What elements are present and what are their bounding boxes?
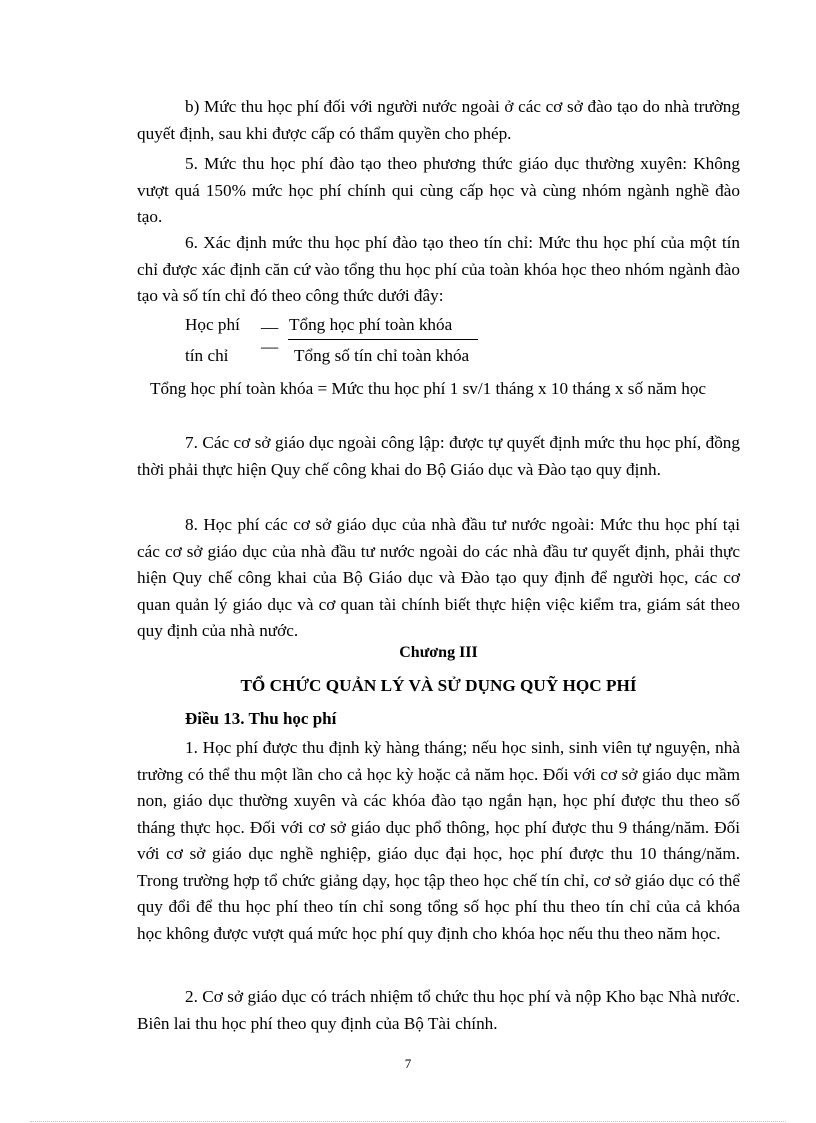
paragraph-8: 8. Học phí các cơ sở giáo dục của nhà đầu tư nước ngoài: Mức thu học phí tại các cơ sở giáo dục của nhà đầu tư nước ngoài do các nhà đầu tư quyết định, phải thực hiện Quy chế công khai của Bộ Giáo dục và Đào tạo quy định để người học, các cơ quan quản lý giáo dục và cơ quan tài chính biết thực hiện việc kiểm tra, giám sát theo quy định của nhà nước. [137,515,740,640]
formula-numerator: Tổng học phí toàn khóa [289,315,453,334]
formula-lhs-top: Học phí [185,315,240,334]
paragraph-b: b) Mức thu học phí đối với người nước ngoài ở các cơ sở đào tạo do nhà trường quyết định, sau khi được cấp có thẩm quyền cho phép. [137,97,740,143]
page-bottom-divider [30,1121,786,1122]
paragraph-5: 5. Mức thu học phí đào tạo theo phương thức giáo dục thường xuyên: Không vượt quá 150% mức học phí chính qui cùng cấp học và cùng nhóm ngành nghề đào tạo. [137,154,740,226]
formula-equals-top: __ [261,312,279,331]
formula-equals-bottom: — [261,337,279,356]
formula-lhs-bottom: tín chỉ [185,346,229,365]
fraction-bar [288,339,478,340]
chapter-number: Chương III [399,644,478,661]
article-13-heading: Điều 13. Thu học phí [185,709,337,728]
chapter-title: TỔ CHỨC QUẢN LÝ VÀ SỬ DỤNG QUỸ HỌC PHÍ [240,676,637,695]
page-number: 7 [404,1056,412,1071]
paragraph-7: 7. Các cơ sở giáo dục ngoài công lập: được tự quyết định mức thu học phí, đồng thời phải thực hiện Quy chế công khai do Bộ Giáo dục và Đào tạo quy định. [137,433,740,479]
article-13-paragraph-1: 1. Học phí được thu định kỳ hàng tháng; nếu học sinh, sinh viên tự nguyện, nhà trường có thể thu một lần cho cả học kỳ hoặc cả năm học. Đối với cơ sở giáo dục mầm non, giáo dục thường xuyên và các khóa đào tạo ngắn hạn, học phí được thu theo số tháng thực học. Đối với cơ sở giáo dục phổ thông, học phí được thu 9 tháng/năm. Đối với cơ sở giáo dục nghề nghiệp, giáo dục đại học, học phí được thu 10 tháng/năm. Trong trường hợp tổ chức giảng dạy, học tập theo học chế tín chỉ, cơ sở giáo dục có thể quy đổi để thu học phí theo tín chỉ song tổng số học phí thu theo tín chỉ của cả khóa học không được vượt quá mức học phí quy định cho khóa học nếu thu theo năm học. [137,738,740,943]
formula-denominator: Tổng số tín chỉ toàn khóa [294,346,470,365]
article-13-paragraph-2: 2. Cơ sở giáo dục có trách nhiệm tổ chức thu học phí và nộp Kho bạc Nhà nước. Biên lai thu học phí theo quy định của Bộ Tài chính. [137,987,740,1033]
total-tuition-line: Tổng học phí toàn khóa = Mức thu học phí 1 sv/1 tháng x 10 tháng x số năm học [150,379,707,398]
paragraph-6: 6. Xác định mức thu học phí đào tạo theo tín chỉ: Mức thu học phí của một tín chỉ được xác định căn cứ vào tổng thu học phí của toàn khóa học theo nhóm ngành đào tạo và số tín chỉ đó theo công thức dưới đây: [137,233,740,305]
